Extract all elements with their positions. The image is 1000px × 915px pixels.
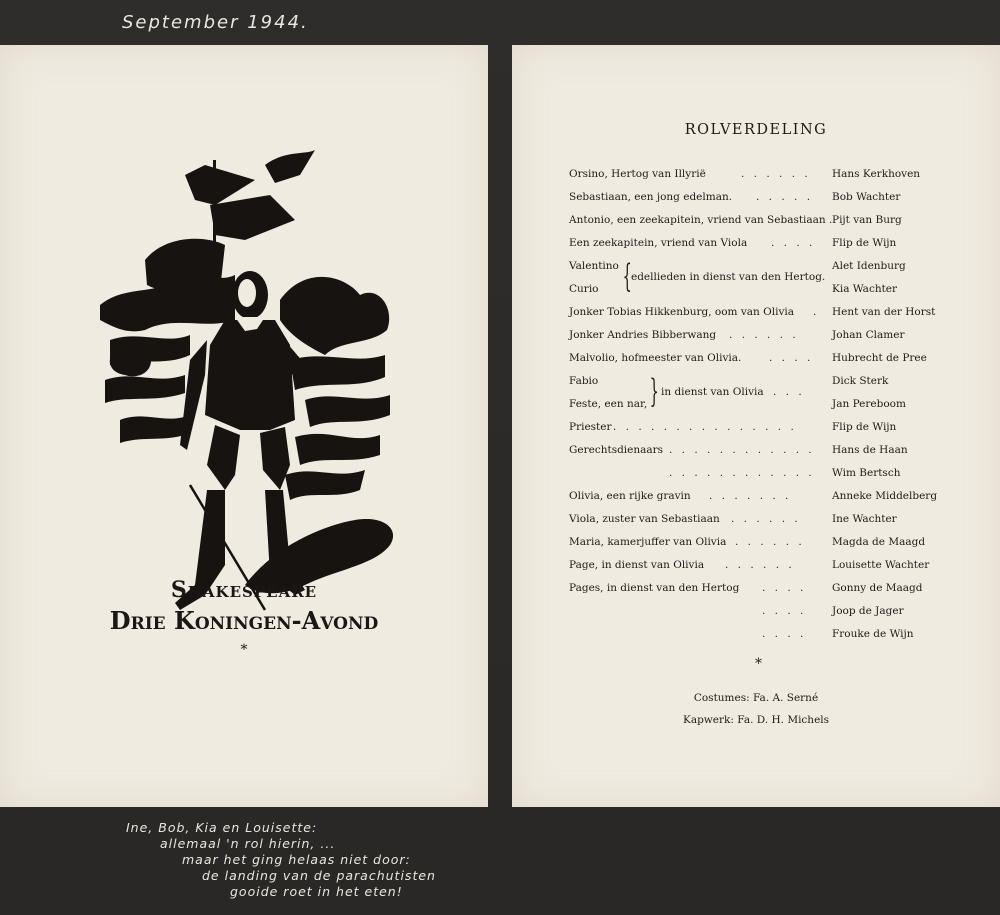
cast-dots: . . . . . . xyxy=(741,168,811,180)
cast-actor: Wim Bertsch xyxy=(832,467,901,479)
cast-dots: . . . . . . . . . . . . . . . xyxy=(613,421,797,433)
cast-heading: ROLVERDELING xyxy=(684,122,828,138)
cast-role: Malvolio, hofmeester van Olivia. xyxy=(569,352,742,364)
cast-dots: . . . . xyxy=(769,352,814,364)
album-note-line: Ine, Bob, Kia en Louisette: xyxy=(126,820,318,835)
author-title: Shakespeare xyxy=(170,577,318,603)
album-note-line: maar het ging helaas niet door: xyxy=(182,852,411,867)
cast-dots: . . . . xyxy=(762,628,807,640)
cast-actor: Dick Sterk xyxy=(832,375,889,387)
album-note-line: allemaal 'n rol hierin, ... xyxy=(160,836,336,851)
cast-actor: Flip de Wijn xyxy=(832,421,897,433)
brace: { xyxy=(622,257,632,295)
play-title: Drie Koningen-Avond xyxy=(109,606,379,635)
cast-role: Curio xyxy=(569,283,599,295)
kapwerk-credit: Kapwerk: Fa. D. H. Michels xyxy=(682,714,830,726)
cast-actor: Magda de Maagd xyxy=(832,536,926,548)
cast-role: Sebastiaan, een jong edelman. xyxy=(569,191,733,203)
cast-role: Pages, in dienst van den Hertog xyxy=(569,582,740,594)
cast-dots: . . . . . . . xyxy=(709,490,792,502)
cast-dots: . . . . xyxy=(762,605,807,617)
cast-actor: Anneke Middelberg xyxy=(832,490,938,502)
cast-actor: Hans de Haan xyxy=(832,444,908,456)
cast-role: Priester xyxy=(569,421,612,433)
cast-actor: Bob Wachter xyxy=(832,191,901,203)
album-note xyxy=(120,820,450,900)
cast-dots: . . . . . . . . . . . . xyxy=(669,444,815,456)
cast-actor: Joop de Jager xyxy=(832,605,904,617)
cast-actor: Alet Idenburg xyxy=(832,260,906,272)
cast-dots: . . . . . xyxy=(756,191,814,203)
cast-role: Orsino, Hertog van Illyrië xyxy=(569,168,706,180)
cast-role: Valentino xyxy=(569,260,619,272)
cast-dots: . . . . . . xyxy=(731,513,801,525)
cast-role: Jonker Andries Bibberwang xyxy=(569,329,717,341)
cover-star: * xyxy=(240,642,248,658)
cast-dots: . . . . . . xyxy=(735,536,805,548)
cast-dots: . . . . xyxy=(771,237,816,249)
cast-page-star: * xyxy=(755,656,762,672)
album-note-line: gooide roet in het eten! xyxy=(230,884,403,899)
cast-actor: Hans Kerkhoven xyxy=(832,168,921,180)
cast-role: Antonio, een zeekapitein, vriend van Sebastiaan . xyxy=(569,214,833,226)
cast-role: Fabio xyxy=(569,375,599,387)
cast-actor: Ine Wachter xyxy=(832,513,897,525)
cast-actor: Hent van der Horst xyxy=(832,306,936,318)
cast-actor: Louisette Wachter xyxy=(832,559,930,571)
cast-actor: Pijt van Burg xyxy=(832,214,902,226)
cast-dots: . . . . . . xyxy=(729,329,799,341)
cast-actor: Kia Wachter xyxy=(832,283,898,295)
cast-role: Viola, zuster van Sebastiaan xyxy=(569,513,720,525)
cast-actor: Hubrecht de Pree xyxy=(832,352,927,364)
cast-role: Page, in dienst van Olivia xyxy=(569,559,705,571)
cast-dots: . . . . . . xyxy=(725,559,795,571)
cast-actor: Gonny de Maagd xyxy=(832,582,923,594)
cast-role: Gerechtsdienaars xyxy=(569,444,664,456)
cast-actor: Flip de Wijn xyxy=(832,237,897,249)
cast-role: Feste, een nar, xyxy=(569,398,648,410)
album-background: September 1944. TM. Shakespeare Drie Koningen-Avond * ROLVERDELING Orsino, Hertog van Illyrië . . . . . . Hans Kerkhoven Sebastiaan, een jong edelman. . . . . . Bob Wachter Antonio, een zeekapitein, vriend van Sebastiaan . Pijt van Burg Een zeekapitein, vriend van Viola . . . . Flip de Wijn Valentino Alet Idenburg Curio Kia Wachter { edellieden in dienst van den Hertog. Jonker Tobias Hikkenburg, oom van Olivia . Hent van der Horst Jonker Andries Bibberwang . . . . . . Johan Clamer Malvolio, hofmeester van Olivia. . . . . Hubrecht de Pree Fabio Dick Sterk Feste, een nar, Jan Pereboom } in dienst van Olivia . . . Priester . . . . . . . . . . . . . . . Flip de Wijn Gerechtsdienaars . . . . . . . . . . . . Hans de Haan . . . . . . . . . . . . Wim Bertsch Olivia, een rijke gravin . . . . . . . Anneke Middelberg Viola, zuster van Sebastiaan . . . . . . Ine Wachter Maria, kamerjuffer van Olivia . . . . . . Magda de Maagd Page, in dienst van Olivia . . . . . . Louisette Wachter Pages, in dienst van den Hertog . . . . Gonny de Maagd . . . . Joop de Jager . . . . Frouke de Wijn * Costumes: Fa. A. Serné Kapwerk: Fa. D. H. Michels Ine, Bob, Kia en Louisette: allemaal 'n rol hierin, ... maar het ging helaas niet door: de landing van de parachutisten gooide roet in het eten! xyxy=(0,0,1000,915)
cast-dots: . . . . xyxy=(762,582,807,594)
cast-actor: Johan Clamer xyxy=(832,329,905,341)
cast-actor: Frouke de Wijn xyxy=(832,628,914,640)
cast-role: Maria, kamerjuffer van Olivia xyxy=(569,536,727,548)
cast-actor: Jan Pereboom xyxy=(832,398,906,410)
costumes-credit: Costumes: Fa. A. Serné xyxy=(693,692,819,704)
cast-role: Jonker Tobias Hikkenburg, oom van Olivia xyxy=(569,306,795,318)
date-note: September 1944. xyxy=(122,12,309,33)
artist-mark: TM. xyxy=(317,483,330,491)
cast-role: Een zeekapitein, vriend van Viola xyxy=(569,237,748,249)
album-note-line: de landing van de parachutisten xyxy=(202,868,436,883)
cast-role: Olivia, een rijke gravin xyxy=(569,490,691,502)
cast-dots: . xyxy=(813,306,820,318)
brace: } xyxy=(649,372,659,410)
woodcut-illustration xyxy=(95,145,405,615)
cast-dots: . . . . . . . . . . . . xyxy=(669,467,815,479)
